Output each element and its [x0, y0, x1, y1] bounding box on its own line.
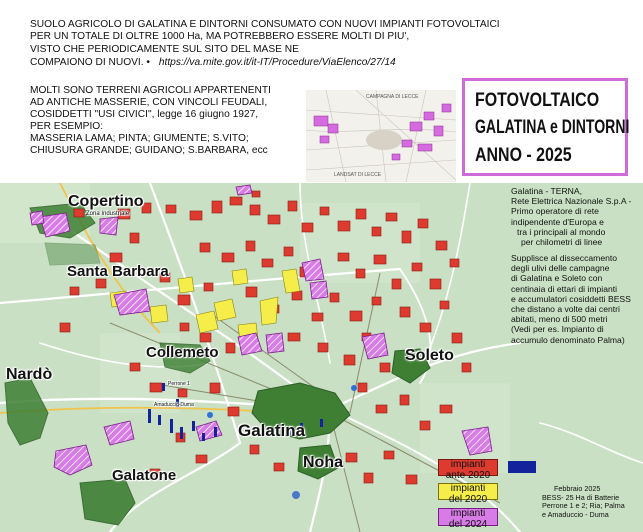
- town-label-galatone: Galatone: [112, 467, 177, 484]
- legend-pink-line-1: impianti: [450, 508, 486, 519]
- town-label-soleto: Soleto: [405, 347, 454, 364]
- town-label-nardo: Nardò: [6, 366, 53, 383]
- paragraph-line-5: MASSERIA LAMA; PINTA; GIUMENTE; S.VITO;: [30, 133, 249, 144]
- bess-desc-line-4: centinaia di ettari di impianti: [511, 283, 618, 294]
- legend-bess-line-2: BESS- 25 Ha di Batterie: [542, 492, 620, 502]
- town-label-perrone: Perrone 1: [168, 381, 190, 387]
- paragraph-line-1: MOLTI SONO TERRENI AGRICOLI APPARTENENTI: [30, 85, 271, 96]
- legend: [438, 459, 643, 532]
- headline-line-1: SUOLO AGRICOLO DI GALATINA E DINTORNI CONSUMATO CON NUOVI IMPIANTI FOTOVOLTAICI: [30, 19, 500, 30]
- town-label-amaduccio: Amaduccio-Duma: [154, 402, 194, 408]
- bess-desc-line-5: e accumulatori cosiddetti BESS: [511, 293, 631, 304]
- legend-yellow-line-2: del 2020: [448, 494, 488, 505]
- map-area[interactable]: [0, 183, 643, 532]
- legend-label-pink: [438, 508, 498, 530]
- legend-red-line-2: ante 2020: [445, 470, 491, 481]
- terna-line-6: per chilometri di linee: [521, 237, 603, 248]
- terna-line-1: Galatina - TERNA,: [511, 186, 583, 196]
- legend-red-line-1: impianti: [450, 459, 486, 470]
- inset-label-top: CAMPAGNA DI LECCE: [366, 94, 419, 100]
- legend-swatch-blue: [508, 461, 536, 473]
- bess-desc-line-6: che distano a volte dai centri: [511, 304, 620, 315]
- legend-bess-text: [542, 485, 643, 519]
- town-label-zona-industriale: Zona Industriale: [86, 211, 130, 217]
- paragraph-line-3: COSIDDETTI "USI CIVICI", legge 16 giugno 1927,: [30, 109, 259, 120]
- paragraph-line-2: AD ANTICHE MASSERIE, CON VINCOLI FEUDALI,: [30, 97, 268, 108]
- legend-label-red: [438, 459, 498, 481]
- paragraph-line-6: CHIUSURA GRANDE; GUIDANO; S.BARBARA, ecc: [30, 145, 268, 156]
- headline-line-2: PER UN TOTALE DI OLTRE 1000 Ha, MA POTREBBERO ESSERE MOLTI DI PIU',: [30, 31, 410, 42]
- headline-line-3: VISTO CHE PERIODICAMENTE SUL SITO DEL MASE NE: [30, 44, 299, 55]
- terna-line-4: indipendente d'Europa e: [511, 216, 604, 227]
- terna-line-5: tra i principali al mondo: [517, 226, 606, 237]
- town-label-galatina: Galatina: [238, 421, 306, 440]
- headline-new-text: COMPAIONO DI NUOVI. •: [30, 57, 150, 68]
- legend-bess-line-4: e Amaduccio - Duma: [542, 509, 609, 519]
- town-label-santa-barbara: Santa Barbara: [67, 263, 169, 280]
- terna-line-3: Primo operatore di rete: [511, 206, 599, 217]
- paragraph-line-4: PER ESEMPIO:: [30, 121, 104, 132]
- bess-desc-line-3: di Galatina e Soleto con: [511, 273, 603, 284]
- title-line-1: FOTOVOLTAICO: [475, 90, 600, 111]
- inset-label-bottom: LANDSAT DI LECCE: [334, 172, 382, 178]
- inset-map-graphic: [306, 90, 456, 182]
- bess-desc-line-9: accumulo denominato Palma): [511, 334, 625, 345]
- legend-bess-line-1: Febbraio 2025: [554, 484, 601, 493]
- terna-line-2: Rete Elettrica Nazionale S.p.A -: [511, 196, 632, 207]
- legend-pink-line-2: del 2024: [448, 519, 488, 530]
- title-line-2: GALATINA e DINTORNI: [475, 117, 630, 138]
- bess-description: [511, 253, 643, 345]
- bess-desc-line-1: Supplisce al disseccamento: [511, 253, 618, 263]
- mase-link[interactable]: https://va.mite.gov.it/it-IT/Procedure/ViaElenco/27/14: [158, 57, 396, 68]
- bess-desc-line-2: degli ulivi delle campagne: [511, 263, 610, 274]
- town-label-collemeto: Collemeto: [146, 344, 219, 361]
- legend-bess-line-3: Perrone 1 e 2; Ria; Palma: [542, 501, 625, 511]
- bess-desc-line-7: abitati, meno di 500 metri: [511, 314, 608, 325]
- legend-yellow-line-1: impianti: [450, 483, 486, 494]
- terna-description: [511, 186, 643, 247]
- headline-line-4: [30, 57, 396, 69]
- inset-map: [306, 90, 456, 182]
- bess-desc-line-8: (Vedi per es. Impianto di: [511, 324, 604, 335]
- title-line-3: ANNO - 2025: [475, 145, 572, 166]
- legend-label-yellow: [438, 483, 498, 505]
- town-label-noha: Noha: [303, 454, 343, 471]
- town-label-copertino: Copertino: [68, 193, 144, 210]
- title-box: [462, 78, 628, 176]
